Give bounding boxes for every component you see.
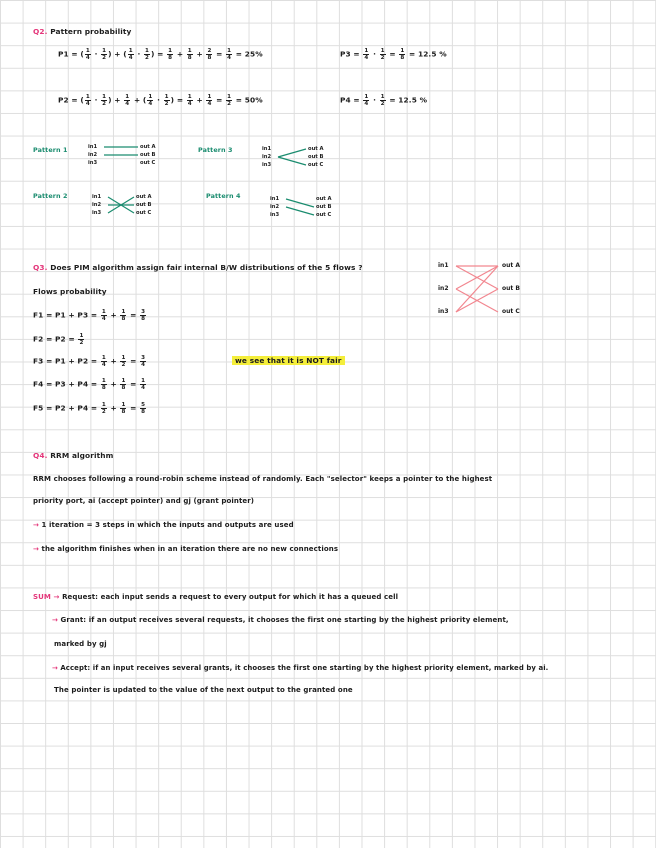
sum-grant-2: marked by gj	[54, 640, 107, 648]
pattern-2-in2: in2	[92, 202, 102, 208]
pattern-1-diagram	[88, 144, 168, 172]
pattern-2-in3: in3	[92, 210, 102, 216]
q4-title: RRM algorithm	[50, 451, 114, 460]
formula-f4: F4 = P3 + P4 = $\frac{1}{8}$ + $\frac{1}{8}$ = $\frac{1}{4}$	[33, 378, 146, 391]
formula-f3: F3 = P1 + P2 = $\frac{1}{4}$ + $\frac{1}{2}$ = $\frac{3}{4}$	[33, 355, 146, 368]
formula-p3: P3 = $\frac{1}{4}$ · $\frac{1}{2}$ = $\frac{1}{8}$ = 12.5 %	[340, 48, 447, 61]
pattern-1-in3: in3	[88, 160, 98, 166]
pattern-2-arrows	[92, 194, 172, 222]
arrow-icon: →	[52, 664, 58, 672]
sum-accept-2: The pointer is updated to the value of the next output to the granted one	[54, 686, 353, 694]
pattern-2-in1: in1	[92, 194, 102, 200]
q4-line-1: RRM chooses following a round-robin scheme instead of randomly. Each "selector" keeps a pointer to the highest	[33, 475, 493, 483]
q3-heading	[33, 263, 363, 272]
dia-outB: out B	[502, 285, 520, 292]
pattern-4-in3: in3	[270, 212, 280, 218]
pattern-4-in2: in2	[270, 204, 280, 210]
pattern-1-in2: in2	[88, 152, 98, 158]
pattern-3-in3: in3	[262, 162, 272, 168]
formula-f1: F1 = P1 + P3 = $\frac{1}{4}$ + $\frac{1}{8}$ = $\frac{3}{8}$	[33, 309, 146, 322]
sum-label: SUM	[33, 593, 51, 601]
pattern-2-label: Pattern 2	[33, 192, 68, 200]
pattern-4-label: Pattern 4	[206, 192, 241, 200]
sum-grant-1-text: Grant: if an output receives several requests, it chooses the first one starting by the highest priority element,	[60, 616, 509, 624]
pim-flow-diagram	[432, 258, 542, 322]
pattern-3-diagram	[262, 146, 342, 174]
not-fair-note	[232, 356, 345, 365]
formula-f5: F5 = P2 + P4 = $\frac{1}{2}$ + $\frac{1}{8}$ = $\frac{5}{8}$	[33, 402, 146, 415]
arrow-icon: →	[33, 545, 39, 553]
pattern-3-arrows	[262, 146, 342, 174]
dia-in2: in2	[438, 285, 449, 292]
q2-title: Pattern probability	[50, 27, 132, 36]
sum-grant-1	[52, 616, 509, 624]
formula-p1: P1 = ( $\frac{1}{4}$ · $\frac{1}{2}$ ) + ( $\frac{1}{4}$ · $\frac{1}{2}$ ) = $\frac{1}{8}$ + $\frac{1}{8}$ + $\frac{2}{8}$ = $\frac{1}{4}$ = 25%	[58, 48, 263, 61]
dia-in3: in3	[438, 308, 449, 315]
pattern-3-outB: out B	[308, 154, 324, 160]
arrow-icon: →	[52, 616, 58, 624]
dia-in1: in1	[438, 262, 449, 269]
pattern-4-diagram	[270, 196, 350, 224]
pattern-2-outC: out C	[136, 210, 152, 216]
sum-request-text: Request: each input sends a request to every output for which it has a queued cell	[62, 593, 399, 601]
pattern-3-outA: out A	[308, 146, 324, 152]
q4-heading	[33, 451, 113, 460]
pattern-1-outC: out C	[140, 160, 156, 166]
q2-heading	[33, 27, 131, 36]
pattern-3-in1: in1	[262, 146, 272, 152]
formula-f2: F2 = P2 = $\frac{1}{2}$	[33, 333, 84, 346]
pattern-4-arrows	[270, 196, 350, 224]
pattern-2-outA: out A	[136, 194, 152, 200]
formula-p2: P2 = ( $\frac{1}{4}$ · $\frac{1}{2}$ ) + $\frac{1}{4}$ + ( $\frac{1}{4}$ · $\frac{1}{2}$ ) = $\frac{1}{4}$ + $\frac{1}{4}$ = $\frac{1}{2}$ = 50%	[58, 94, 263, 107]
pattern-1-outA: out A	[140, 144, 156, 150]
pattern-1-outB: out B	[140, 152, 156, 158]
q4-line-4	[33, 545, 338, 553]
pattern-2-diagram	[92, 194, 172, 222]
arrow-icon: →	[53, 593, 60, 601]
q4-line-2: priority port, ai (accept pointer) and gj (grant pointer)	[33, 497, 255, 505]
pattern-4-in1: in1	[270, 196, 280, 202]
sum-accept-1	[52, 664, 548, 672]
pattern-4-outB: out B	[316, 204, 332, 210]
dia-outC: out C	[502, 308, 520, 315]
pattern-4-outA: out A	[316, 196, 332, 202]
pattern-2-outB: out B	[136, 202, 152, 208]
formula-p4: P4 = $\frac{1}{4}$ · $\frac{1}{2}$ = 12.5 %	[340, 94, 428, 107]
not-fair-highlight: we see that it is NOT fair	[232, 356, 345, 365]
pattern-3-label: Pattern 3	[198, 146, 233, 154]
dia-outA: out A	[502, 262, 520, 269]
pattern-1-label: Pattern 1	[33, 146, 68, 154]
arrow-icon: →	[33, 521, 39, 529]
q3-title: Does PIM algorithm assign fair internal B/W distributions of the 5 flows ?	[50, 263, 363, 272]
sum-accept-1-text: Accept: if an input receives several grants, it chooses the first one starting by the highest priority element, marked by ai.	[60, 664, 549, 672]
pattern-3-outC: out C	[308, 162, 324, 168]
pattern-1-in1: in1	[88, 144, 98, 150]
pattern-3-in2: in2	[262, 154, 272, 160]
q3-number: Q3.	[33, 263, 48, 272]
q3-subheading: Flows probability	[33, 287, 107, 296]
pattern-4-outC: out C	[316, 212, 332, 218]
q4-line-3-text: 1 iteration = 3 steps in which the inputs and outputs are used	[41, 521, 294, 529]
sum-request	[33, 593, 398, 601]
q2-number: Q2.	[33, 27, 48, 36]
pattern-1-arrows	[88, 144, 168, 172]
q4-line-4-text: the algorithm finishes when in an iteration there are no new connections	[41, 545, 339, 553]
q4-number: Q4.	[33, 451, 48, 460]
q4-line-3	[33, 521, 294, 529]
